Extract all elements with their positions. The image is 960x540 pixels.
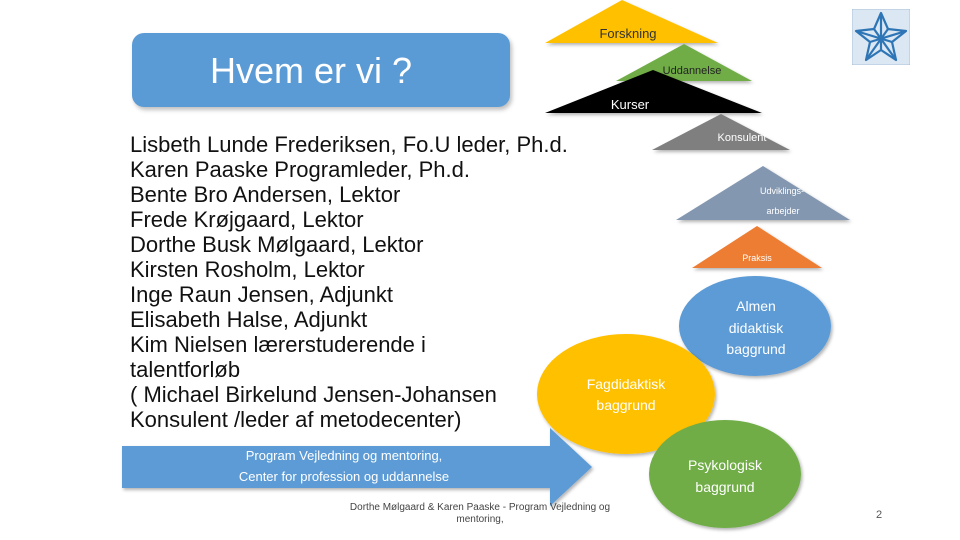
label-konsulent: Konsulent (717, 132, 767, 144)
name-line: Kim Nielsen lærerstuderende i (130, 332, 426, 357)
label-almen-2: didaktisk (728, 320, 784, 336)
label-psyk-1: Psykologisk (688, 457, 762, 473)
slide-footer (330, 502, 630, 526)
name-line: Lisbeth Lunde Frederiksen, Fo.U leder, Ph.d. (130, 132, 568, 157)
name-line: Karen Paaske Programleder, Ph.d. (130, 157, 470, 182)
label-fag-2: baggrund (596, 397, 656, 413)
label-almen-1: Almen (736, 298, 776, 314)
label-almen-3: baggrund (726, 341, 786, 357)
arrow-label-1: Program Vejledning og mentoring, (245, 448, 443, 463)
arrow-shape (122, 428, 592, 506)
name-line: Frede Krøjgaard, Lektor (130, 207, 364, 232)
name-line: Bente Bro Andersen, Lektor (130, 182, 401, 207)
label-praksis: Praksis (742, 253, 772, 263)
label-udviklings-2: arbejder (766, 206, 800, 216)
label-fag-1: Fagdidaktisk (586, 376, 666, 392)
name-line: ( Michael Birkelund Jensen-Johansen (130, 382, 497, 407)
name-line: Konsulent /leder af metodecenter) (130, 407, 462, 432)
label-udviklings-1: Udviklings- (759, 186, 805, 196)
name-line: Dorthe Busk Mølgaard, Lektor (130, 232, 424, 257)
name-line: talentforløb (130, 357, 241, 382)
footer-line: Dorthe Mølgaard & Karen Paaske - Program Vejledning og (349, 502, 611, 513)
page-number: 2 (876, 509, 883, 521)
footer-line: mentoring, (456, 514, 504, 525)
circle-psykologisk (649, 420, 801, 528)
name-line: Inge Raun Jensen, Adjunkt (130, 282, 393, 307)
label-psyk-2: baggrund (695, 479, 755, 495)
name-line: Elisabeth Halse, Adjunkt (130, 307, 368, 332)
slide-title: Hvem er vi ? (210, 50, 413, 91)
star-logo-icon (852, 9, 910, 65)
label-forskning: Forskning (599, 26, 657, 41)
label-uddannelse: Uddannelse (662, 65, 722, 77)
arrow-label-2: Center for profession og uddannelse (238, 469, 450, 484)
name-line: Kirsten Rosholm, Lektor (130, 257, 365, 282)
label-kurser: Kurser (610, 97, 650, 112)
